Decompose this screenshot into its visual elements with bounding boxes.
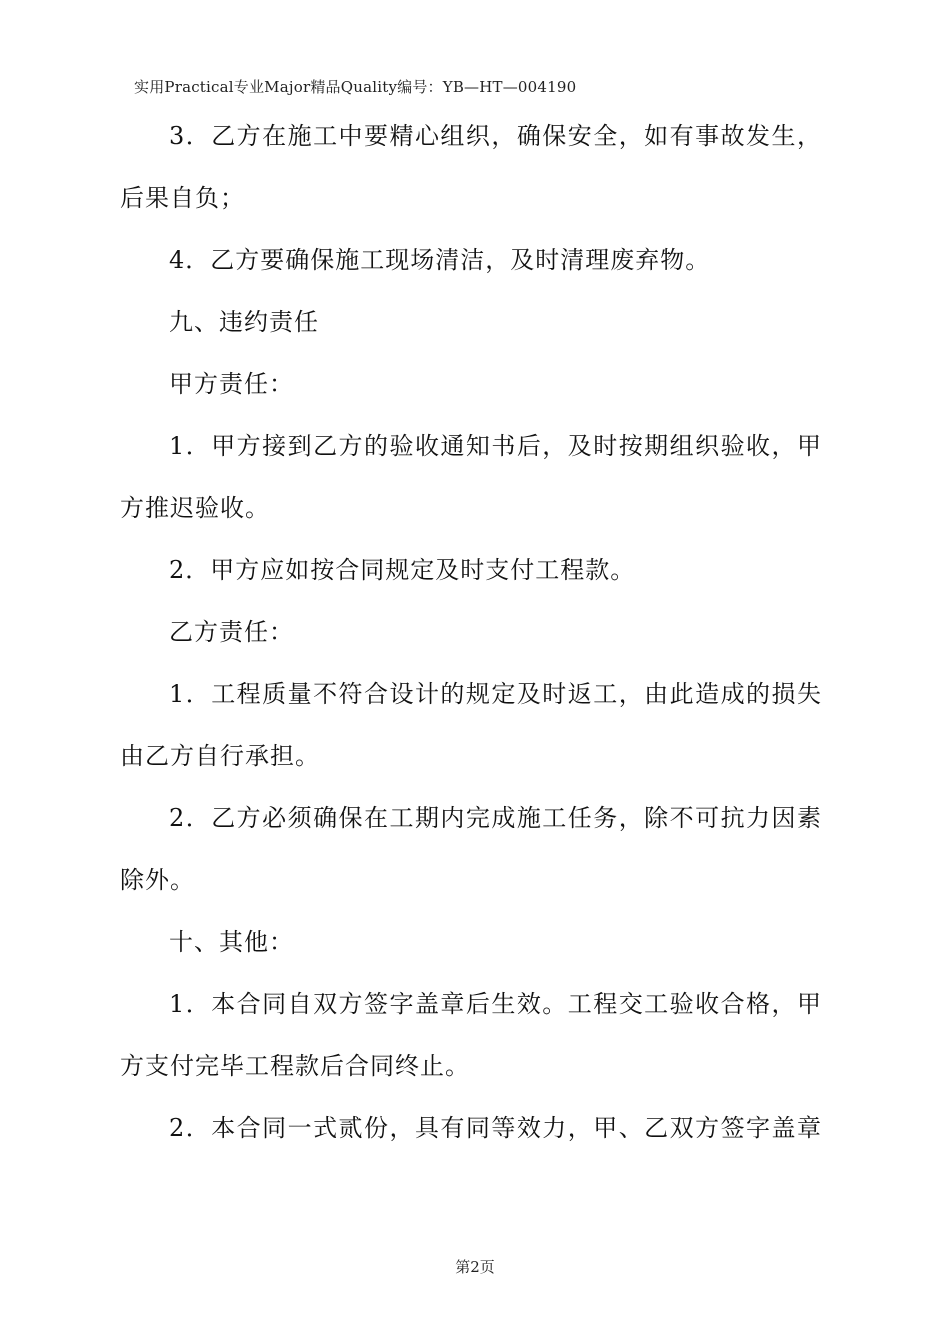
paragraph-clause-3: 3．乙方在施工中要精心组织，确保安全，如有事故发生，	[169, 122, 821, 150]
party-b-clause-1: 1．工程质量不符合设计的规定及时返工，由此造成的损失	[169, 680, 821, 708]
party-b-responsibility-title: 乙方责任：	[169, 618, 294, 646]
section-heading-10: 十、其他：	[169, 928, 294, 956]
party-a-clause-1-continued: 方推迟验收。	[120, 494, 270, 522]
other-clause-2: 2．本合同一式贰份，具有同等效力，甲、乙双方签字盖章	[169, 1114, 821, 1142]
other-clause-1-continued: 方支付完毕工程款后合同终止。	[120, 1052, 470, 1080]
document-header: 实用Practical专业Major精品Quality编号：YB—HT—004190	[134, 78, 577, 96]
paragraph-clause-4: 4．乙方要确保施工现场清洁，及时清理废弃物。	[169, 246, 711, 274]
party-b-clause-1-continued: 由乙方自行承担。	[120, 742, 320, 770]
party-a-responsibility-title: 甲方责任：	[169, 370, 294, 398]
party-b-clause-2-continued: 除外。	[120, 866, 195, 894]
page-number: 第2页	[455, 1258, 495, 1276]
paragraph-clause-3-continued: 后果自负；	[120, 184, 245, 212]
section-heading-9: 九、违约责任	[169, 308, 319, 336]
other-clause-1: 1．本合同自双方签字盖章后生效。工程交工验收合格，甲	[169, 990, 821, 1018]
party-a-clause-2: 2．甲方应如按合同规定及时支付工程款。	[169, 556, 636, 584]
party-b-clause-2: 2．乙方必须确保在工期内完成施工任务，除不可抗力因素	[169, 804, 821, 832]
party-a-clause-1: 1．甲方接到乙方的验收通知书后，及时按期组织验收，甲	[169, 432, 821, 460]
